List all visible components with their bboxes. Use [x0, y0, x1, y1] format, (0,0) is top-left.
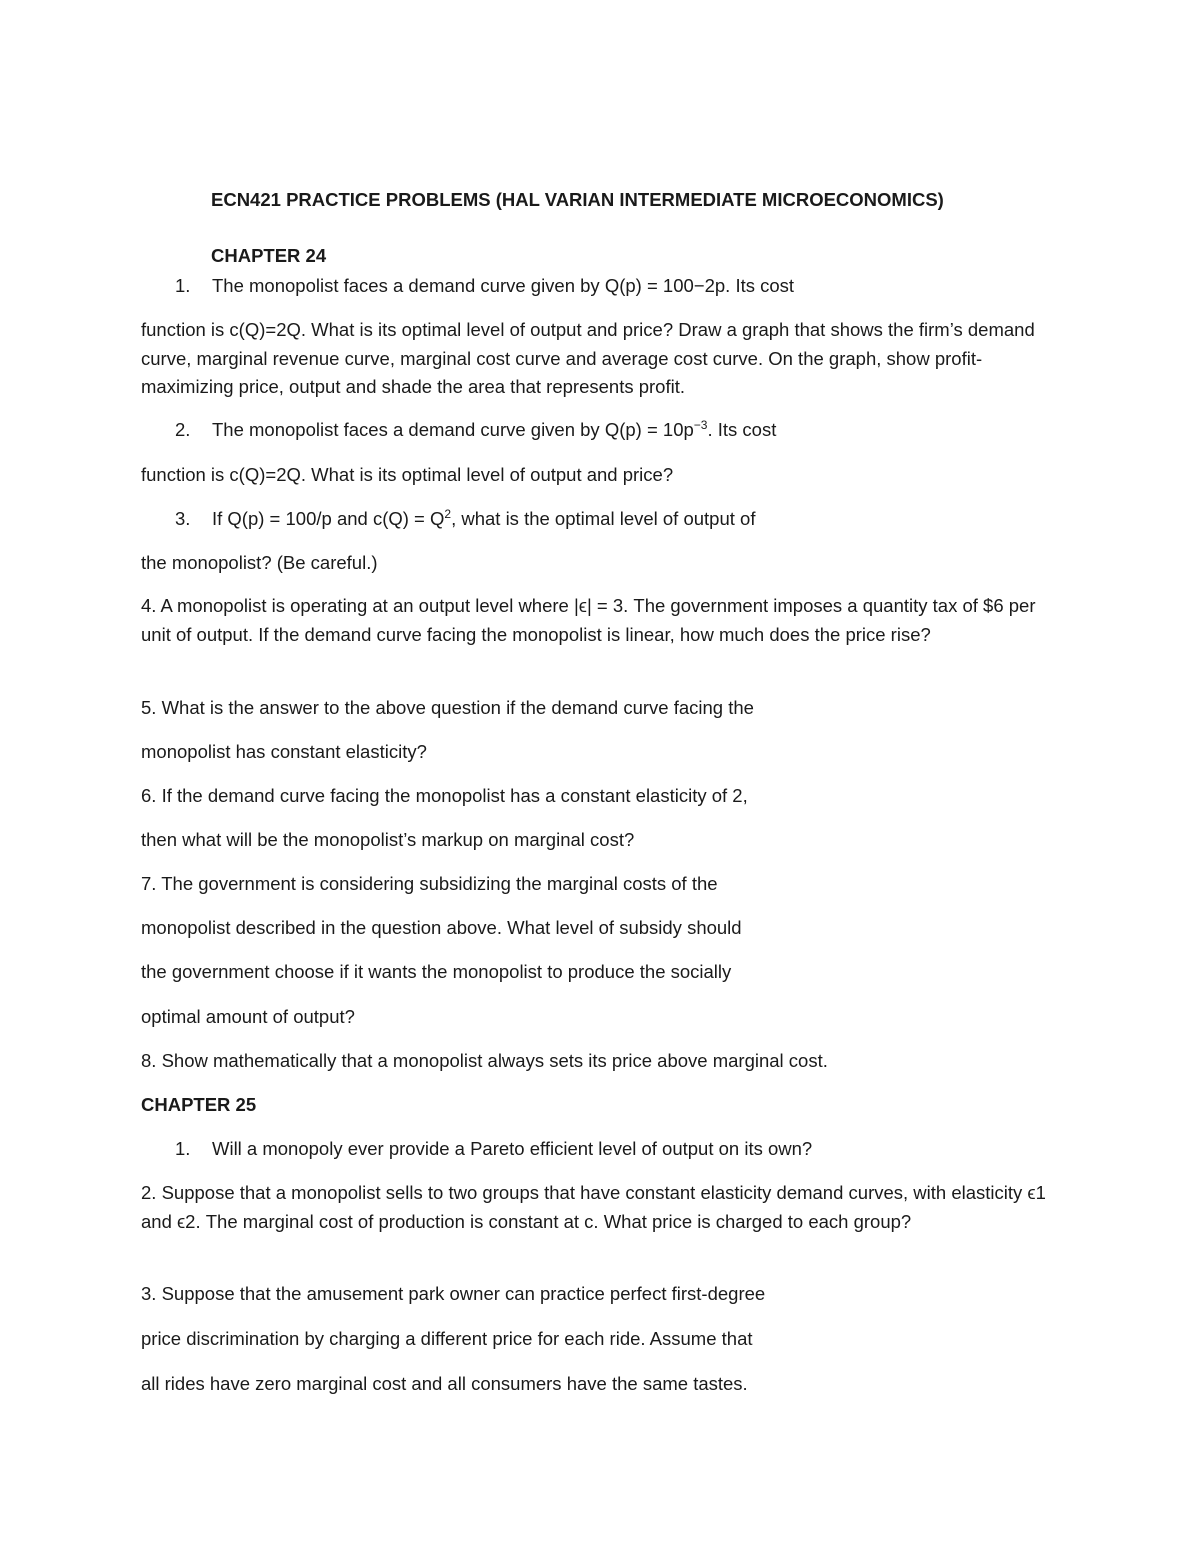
ch24-question-8: 8. Show mathematically that a monopolist always sets its price above marginal cost.: [141, 1050, 828, 1071]
ch24-question-3-first-line: [175, 505, 755, 533]
ch24-q1-number: 1.: [175, 275, 191, 296]
ch24-question-7-line-2: monopolist described in the question above. What level of subsidy should: [141, 917, 742, 938]
ch24-question-1-first-line: [175, 272, 794, 300]
ch25-q1-number: 1.: [175, 1138, 191, 1159]
ch24-q2-text-b: . Its cost: [707, 419, 777, 440]
ch24-question-3-continuation: the monopolist? (Be careful.): [141, 552, 378, 573]
ch24-q2-text-a: The monopolist faces a demand curve given by Q(p) = 10p: [212, 419, 694, 440]
ch24-question-4: 4. A monopolist is operating at an output level where |ϵ| = 3. The government imposes a quantity tax of $6 per unit of output. If the demand curve facing the monopolist is linear, how much does the price rise?: [141, 595, 1036, 645]
ch25-q1-text: Will a monopoly ever provide a Pareto efficient level of output on its own?: [212, 1138, 813, 1159]
ch24-question-1-continuation: function is c(Q)=2Q. What is its optimal level of output and price? Draw a graph that shows the firm’s demand curve, marginal revenue curve, marginal cost curve and average cost curve. On the graph, show profit-maximizing price, output and shade the area that represents profit.: [141, 319, 1035, 397]
ch24-q3-text-b: , what is the optimal level of output of: [451, 508, 756, 529]
ch24-question-5-line-2: monopolist has constant elasticity?: [141, 741, 427, 762]
ch25-question-3-line-3: all rides have zero marginal cost and all consumers have the same tastes.: [141, 1373, 748, 1394]
ch24-q2-number: 2.: [175, 419, 191, 440]
ch25-question-3-line-2: price discrimination by charging a different price for each ride. Assume that: [141, 1328, 753, 1349]
ch25-question-2: 2. Suppose that a monopolist sells to two groups that have constant elasticity demand curves, with elasticity ϵ1 and ϵ2. The marginal cost of production is constant at c. What price is charged to each group?: [141, 1182, 1046, 1232]
ch25-question-1: [175, 1135, 812, 1163]
ch24-question-7-line-4: optimal amount of output?: [141, 1006, 355, 1027]
ch24-question-7-line-3: the government choose if it wants the monopolist to produce the socially: [141, 961, 732, 982]
ch25-question-3-line-1: 3. Suppose that the amusement park owner can practice perfect first-degree: [141, 1283, 766, 1304]
ch24-q3-text-a: If Q(p) = 100/p and c(Q) = Q: [212, 508, 445, 529]
page-title: ECN421 PRACTICE PROBLEMS (HAL VARIAN INTERMEDIATE MICROECONOMICS): [211, 189, 944, 210]
ch24-question-2-continuation: function is c(Q)=2Q. What is its optimal level of output and price?: [141, 464, 674, 485]
ch24-question-6-line-2: then what will be the monopolist’s markup on marginal cost?: [141, 829, 635, 850]
ch24-question-6-line-1: 6. If the demand curve facing the monopolist has a constant elasticity of 2,: [141, 785, 748, 806]
ch24-q2-exponent: −3: [693, 417, 708, 432]
ch24-q3-number: 3.: [175, 508, 191, 529]
ch24-question-7-line-1: 7. The government is considering subsidizing the marginal costs of the: [141, 873, 718, 894]
chapter-25-heading: CHAPTER 25: [141, 1094, 257, 1115]
chapter-24-heading: CHAPTER 24: [211, 245, 327, 266]
ch24-q3-exponent: 2: [444, 506, 452, 521]
ch24-q1-text: The monopolist faces a demand curve given by Q(p) = 100−2p. Its cost: [212, 275, 795, 296]
ch24-question-5-line-1: 5. What is the answer to the above question if the demand curve facing the: [141, 697, 754, 718]
ch24-question-2-first-line: [175, 416, 776, 444]
